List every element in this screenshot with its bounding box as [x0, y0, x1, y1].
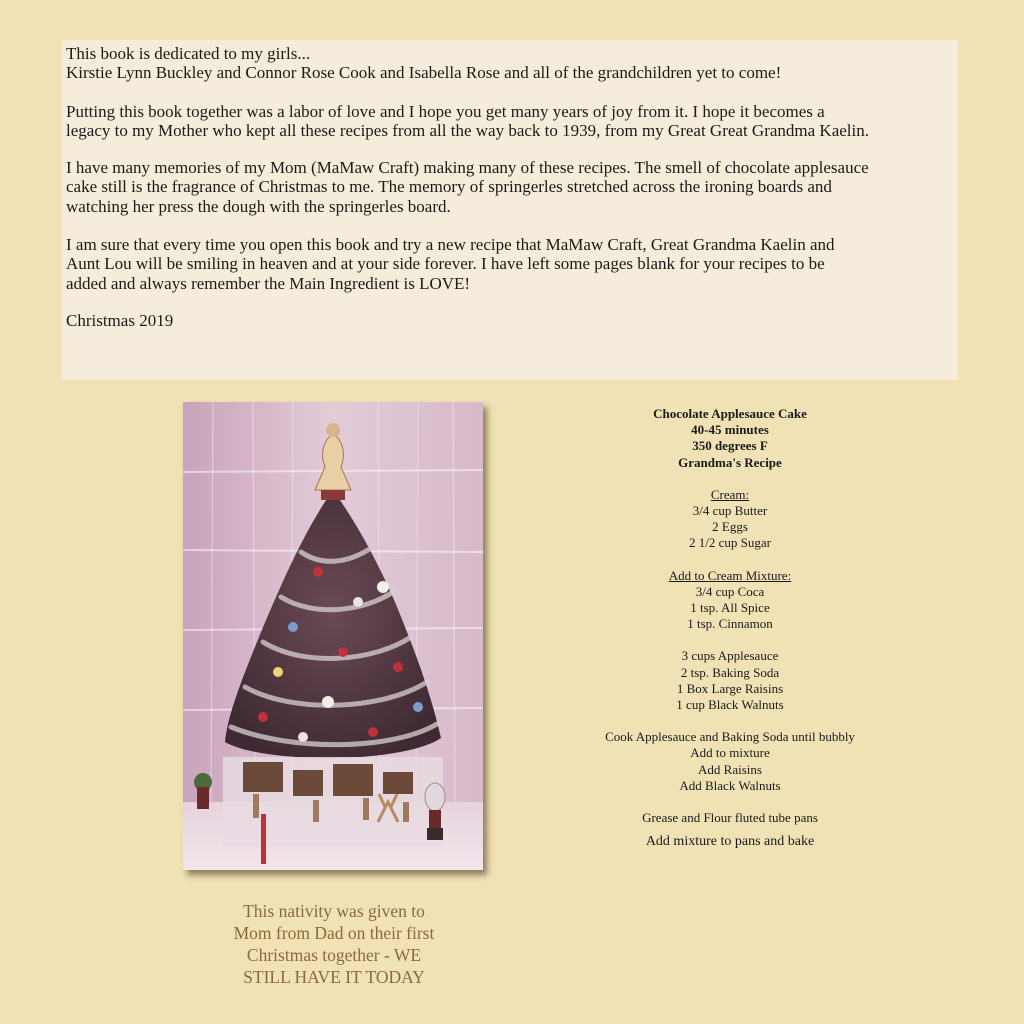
- ingredient: 1 cup Black Walnuts: [676, 697, 784, 713]
- step: Add Black Walnuts: [679, 777, 781, 793]
- ingredient: 3/4 cup Butter: [692, 503, 768, 519]
- ingredient: 1 tsp. Cinnamon: [687, 616, 773, 632]
- recipe-temperature: 350 degrees F: [692, 438, 768, 454]
- recipe-title: Chocolate Applesauce Cake: [653, 406, 807, 421]
- cream-section: [560, 487, 900, 552]
- recipe-source: Grandma's Recipe: [678, 454, 782, 470]
- recipe-title-block: [560, 406, 900, 471]
- ingredient: 2 tsp. Baking Soda: [680, 664, 780, 680]
- final-step: Add mixture to pans and bake: [645, 834, 815, 850]
- step: Add Raisins: [698, 761, 762, 777]
- text-line: legacy to my Mother who kept all these recipes from all the way back to 1939, from my Great Great Grandma Kaelin.: [66, 120, 869, 140]
- caption-line: This nativity was given to: [243, 901, 425, 921]
- more-ingredients-section: [560, 648, 900, 713]
- dedication-paragraph: [66, 44, 952, 83]
- dedication-names: Kirstie Lynn Buckley and Connor Rose Cook and Isabella Rose and all of the grandchildren yet to come!: [66, 63, 782, 83]
- dedication-text-box: [62, 40, 958, 380]
- ingredient: 3/4 cup Coca: [695, 583, 765, 599]
- cream-heading: Cream:: [710, 486, 750, 502]
- recipe-time: 40-45 minutes: [691, 422, 769, 438]
- caption-line: Christmas together - WE: [246, 945, 422, 965]
- ingredient: 1 Box Large Raisins: [676, 680, 784, 696]
- text-line: I am sure that every time you open this book and try a new recipe that MaMaw Craft, Great Grandma Kaelin and: [66, 235, 835, 255]
- caption-line: STILL HAVE IT TODAY: [243, 967, 425, 987]
- text-line: I have many memories of my Mom (MaMaw Craft) making many of these recipes. The smell of chocolate applesauce: [66, 158, 869, 178]
- add-to-cream-section: [560, 568, 900, 633]
- add-to-cream-heading: Add to Cream Mixture:: [668, 567, 792, 583]
- photo-caption: [196, 900, 472, 988]
- ingredient: 2 1/2 cup Sugar: [689, 535, 771, 551]
- step: Add to mixture: [690, 745, 770, 761]
- pans-step: Grease and Flour fluted tube pans: [642, 810, 818, 826]
- labor-of-love-paragraph: [66, 102, 952, 141]
- text-line: added and always remember the Main Ingredient is LOVE!: [66, 273, 471, 293]
- ingredient: 2 Eggs: [712, 519, 748, 535]
- recipe-card: [560, 406, 900, 850]
- step: Cook Applesauce and Baking Soda until bubbly: [605, 729, 855, 745]
- blessing-paragraph: [66, 235, 952, 293]
- christmas-tree-photo: [183, 402, 483, 870]
- dedication-line: This book is dedicated to my girls...: [66, 44, 311, 63]
- signoff: Christmas 2019: [66, 310, 174, 330]
- ingredient: 1 tsp. All Spice: [690, 600, 770, 616]
- text-line: cake still is the fragrance of Christmas to me. The memory of springerles stretched across the ironing boards and: [66, 177, 832, 197]
- text-line: Putting this book together was a labor of love and I hope you get many years of joy from it. I hope it becomes a: [66, 101, 825, 121]
- christmas-tree-illustration: [183, 402, 483, 870]
- steps-section: [560, 729, 900, 794]
- caption-line: Mom from Dad on their first: [233, 923, 435, 943]
- text-line: watching her press the dough with the springerles board.: [66, 196, 451, 216]
- ingredient: 3 cups Applesauce: [681, 648, 779, 664]
- text-line: Aunt Lou will be smiling in heaven and at your side forever. I have left some pages blank for your recipes to be: [66, 254, 825, 274]
- memories-paragraph: [66, 158, 952, 216]
